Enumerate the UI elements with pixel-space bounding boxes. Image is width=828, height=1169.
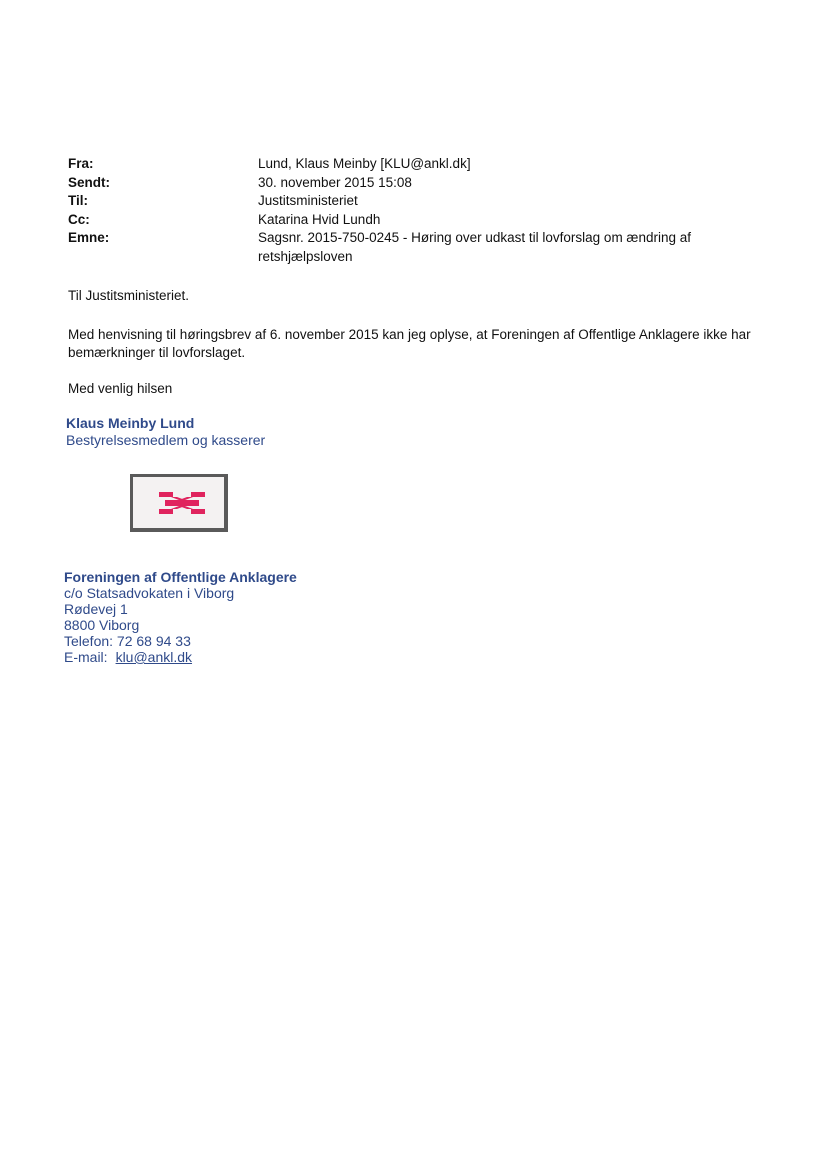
sent-value: 30. november 2015 15:08 [258, 174, 412, 190]
address-line-3: 8800 Viborg [64, 617, 140, 633]
phone: Telefon: 72 68 94 33 [64, 633, 191, 649]
subject-label: Emne: [68, 230, 110, 245]
cc-value: Katarina Hvid Lundh [258, 211, 381, 227]
organization-logo [130, 474, 228, 532]
organization-block [64, 569, 297, 665]
signature-name: Klaus Meinby Lund [66, 415, 195, 431]
address-line-1: c/o Statsadvokaten i Viborg [64, 585, 235, 601]
email-label: E-mail: [64, 649, 108, 665]
logo-mark-icon [159, 492, 205, 514]
to-label: Til: [68, 193, 88, 208]
subject-row [68, 229, 768, 266]
to-row [68, 192, 768, 211]
email-link[interactable]: klu@ankl.dk [115, 649, 193, 665]
subject-value: Sagsnr. 2015-750-0245 - Høring over udkast til lovforslag om ændring af retshjælpsloven [258, 230, 691, 264]
sent-label: Sendt: [68, 174, 110, 190]
closing: Med venlig hilsen [68, 381, 173, 396]
signature-title: Bestyrelsesmedlem og kasserer [66, 432, 266, 448]
cc-label: Cc: [68, 211, 90, 227]
greeting: Til Justitsministeriet. [68, 288, 190, 303]
cc-row [68, 211, 768, 230]
from-label: Fra: [68, 156, 94, 171]
email-row [64, 649, 297, 665]
email-header [68, 155, 768, 266]
organization-name: Foreningen af Offentlige Anklagere [64, 569, 297, 585]
sent-row [68, 174, 768, 193]
address-line-2: Rødevej 1 [64, 601, 128, 617]
to-value: Justitsministeriet [258, 193, 358, 208]
message-body: Med henvisning til høringsbrev af 6. november 2015 kan jeg oplyse, at Foreningen af Offentlige Anklagere ikke har bemærkninger til lovforslaget. [68, 327, 751, 360]
from-value: Lund, Klaus Meinby [KLU@ankl.dk] [258, 156, 471, 171]
from-row [68, 155, 768, 174]
